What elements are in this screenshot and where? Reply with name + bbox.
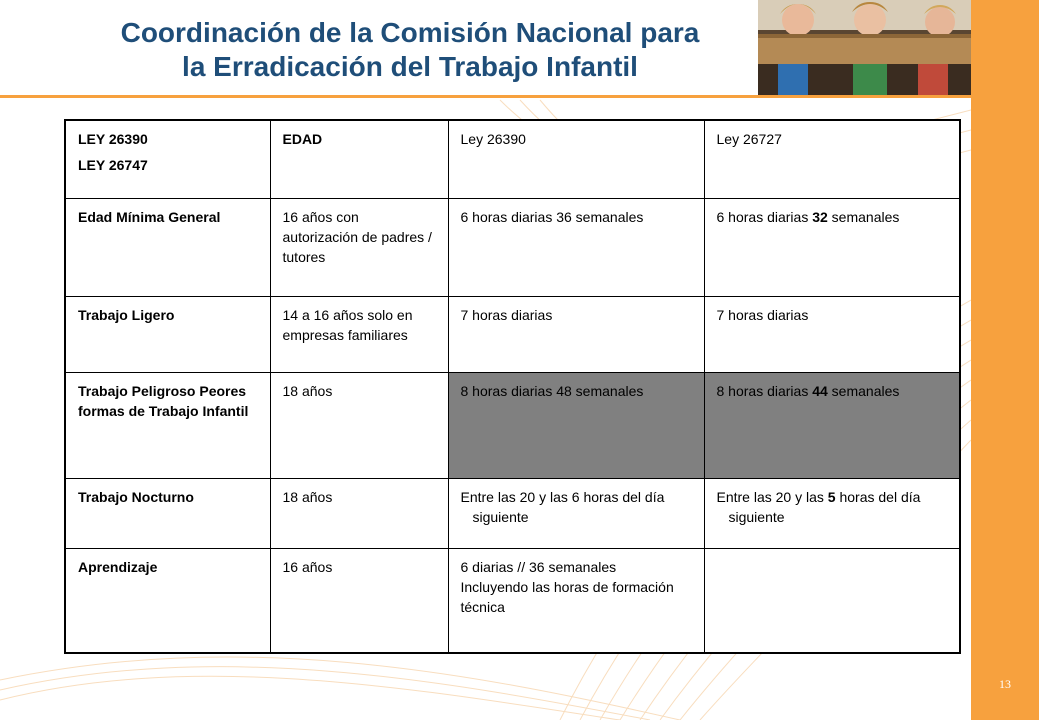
row-law-b bbox=[704, 198, 960, 296]
row-law-a-text: 8 horas diarias 48 semanales bbox=[460, 382, 644, 399]
row-law-b-text bbox=[717, 381, 948, 401]
row-law-a-line-2: Incluyendo las horas de formación técnica bbox=[460, 578, 674, 615]
children-photo bbox=[758, 0, 971, 95]
labor-law-table bbox=[64, 119, 961, 654]
table-row bbox=[65, 478, 960, 548]
page-number: 13 bbox=[999, 677, 1011, 691]
row-law-a-text: Entre las 20 y las 6 horas del día siguiente bbox=[460, 488, 665, 525]
row-law-b-post: semanales bbox=[827, 382, 900, 399]
table-row bbox=[65, 372, 960, 478]
table-row bbox=[65, 198, 960, 296]
row-age: 16 años bbox=[270, 548, 448, 653]
row-age: 14 a 16 años solo en empresas familiares bbox=[270, 296, 448, 372]
row-law-b-pre: 6 horas diarias bbox=[716, 208, 813, 225]
row-label: Trabajo Peligroso Peores formas de Trabajo Infantil bbox=[65, 372, 270, 478]
row-law-b-text bbox=[717, 487, 948, 527]
row-law-b: 7 horas diarias bbox=[704, 296, 960, 372]
row-law-b-bold: 5 bbox=[827, 488, 836, 505]
row-law-a-text: 6 horas diarias 36 semanales bbox=[460, 208, 644, 225]
table-row bbox=[65, 548, 960, 653]
table-header-row bbox=[65, 120, 960, 198]
row-law-b bbox=[704, 478, 960, 548]
row-law-b-text bbox=[717, 207, 948, 227]
header-law-line-1: LEY 26390 bbox=[78, 131, 148, 147]
table-row bbox=[65, 296, 960, 372]
title-divider bbox=[0, 95, 971, 98]
row-label: Edad Mínima General bbox=[65, 198, 270, 296]
row-law-b-post: horas del día siguiente bbox=[728, 488, 921, 525]
row-law-a-line-1: 6 diarias // 36 semanales bbox=[460, 558, 617, 575]
row-law-a bbox=[448, 372, 704, 478]
row-age: 18 años bbox=[270, 372, 448, 478]
row-law-b bbox=[704, 372, 960, 478]
row-law-a: 7 horas diarias bbox=[448, 296, 704, 372]
row-label: Trabajo Ligero bbox=[65, 296, 270, 372]
header-age-cell: EDAD bbox=[270, 120, 448, 198]
row-law-b-bold: 44 bbox=[812, 382, 828, 399]
row-law-b-pre: 8 horas diarias bbox=[716, 382, 813, 399]
row-law-b-post: semanales bbox=[827, 208, 900, 225]
children-photo-illustration bbox=[758, 0, 971, 95]
row-age: 18 años bbox=[270, 478, 448, 548]
header-law-line-2: LEY 26747 bbox=[78, 157, 148, 173]
row-law-b bbox=[704, 548, 960, 653]
row-label: Aprendizaje bbox=[65, 548, 270, 653]
header-law-a-cell: Ley 26390 bbox=[448, 120, 704, 198]
row-law-b-bold: 32 bbox=[812, 208, 828, 225]
row-label: Trabajo Nocturno bbox=[65, 478, 270, 548]
right-accent-bar bbox=[971, 0, 1039, 720]
header-law-cell bbox=[65, 120, 270, 198]
header-law-b-cell: Ley 26727 bbox=[704, 120, 960, 198]
title-line-1: Coordinación de la Comisión Nacional para bbox=[120, 17, 700, 48]
row-age: 16 años con autorización de padres / tutores bbox=[270, 198, 448, 296]
row-law-b-pre: Entre las 20 y las bbox=[716, 488, 828, 505]
title-line-2: la Erradicación del Trabajo Infantil bbox=[182, 51, 638, 82]
row-law-a bbox=[448, 478, 704, 548]
row-law-a bbox=[448, 548, 704, 653]
slide-title bbox=[40, 16, 780, 84]
row-law-a bbox=[448, 198, 704, 296]
